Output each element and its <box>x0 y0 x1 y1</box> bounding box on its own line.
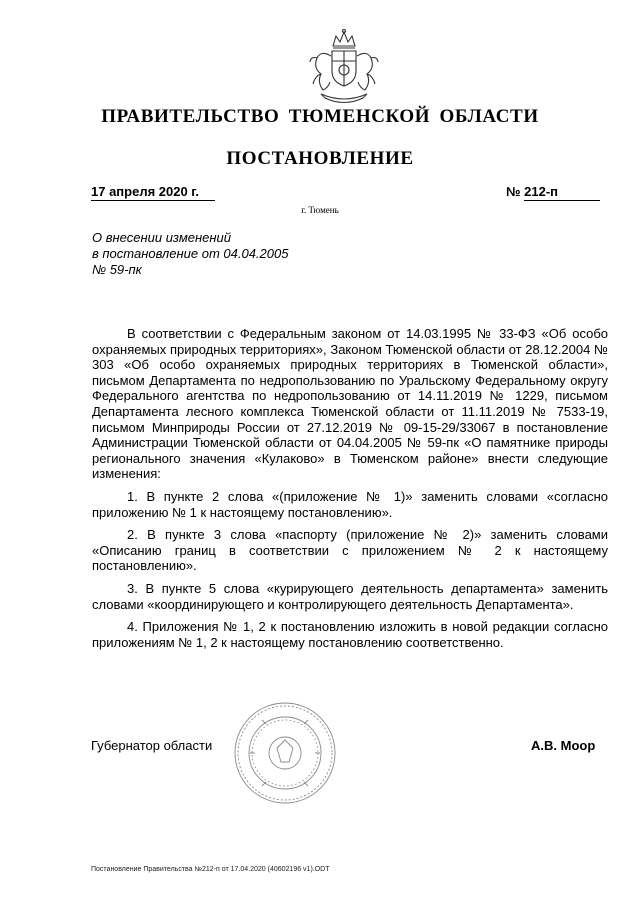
signatory-name: А.В. Моор <box>531 738 596 753</box>
signatory-position: Губернатор области <box>91 738 213 753</box>
city: г. Тюмень <box>301 205 339 215</box>
subject-line: в постановление от 04.04.2005 <box>92 246 289 261</box>
organization-title: ПРАВИТЕЛЬСТВО ТЮМЕНСКОЙ ОБЛАСТИ <box>101 106 539 127</box>
subject-line: О внесении изменений <box>92 230 231 245</box>
number-value: 212-п <box>524 184 600 201</box>
document-subject <box>92 230 288 278</box>
number-prefix: № <box>506 184 521 199</box>
document-body <box>92 326 608 657</box>
body-paragraph: В соответствии с Федеральным законом от 14.03.1995 № 33-ФЗ «Об особо охраняемых природных территориях», Законом Тюменской области от 28.12.2004 № 303 «Об особо охраняемых природных территориях в Тюменской области», письмом Департамента по недропользованию по Уральскому Федеральному округу Федерального агентства по недропользованию от 14.11.2019 № 1229, письмом Департамента лесного комплекса Тюменской области от 11.11.2019 № 7533-19, письмом Минприроды России от 27.12.2019 № 09-15-29/33067 в постановление Администрации Тюменской области от 04.04.2005 № 59-пк «О памятнике природы регионального значения «Кулаково» в Тюменском районе» внести следующие изменения: <box>92 326 608 482</box>
coat-of-arms-icon <box>303 26 385 108</box>
body-paragraph: 1. В пункте 2 слова «(приложение № 1)» заменить словами «согласно приложению № 1 к настоящему постановлению». <box>92 488 608 520</box>
document-number <box>506 184 600 201</box>
body-paragraph: 4. Приложения № 1, 2 к постановлению изложить в новой редакции согласно приложениям № 1, 2 к настоящему постановлению соответственно. <box>92 619 608 650</box>
body-paragraph: 3. В пункте 5 слова «курирующего деятельность департамента» заменить словами «координирующего и контролирующего деятельность Департамента». <box>92 580 608 612</box>
official-seal-icon <box>232 700 338 806</box>
body-paragraph: 2. В пункте 3 слова «паспорту (приложение № 2)» заменить словами «Описанию границ в соответствии с приложением № 2 к настоящему постановлению». <box>92 527 608 574</box>
document-type: ПОСТАНОВЛЕНИЕ <box>226 148 414 169</box>
document-date: 17 апреля 2020 г. <box>91 184 215 201</box>
subject-line: № 59-пк <box>92 262 142 277</box>
footer-filename: Постановление Правительства №212-п от 17.04.2020 (40602196 v1).ODT <box>91 866 330 873</box>
